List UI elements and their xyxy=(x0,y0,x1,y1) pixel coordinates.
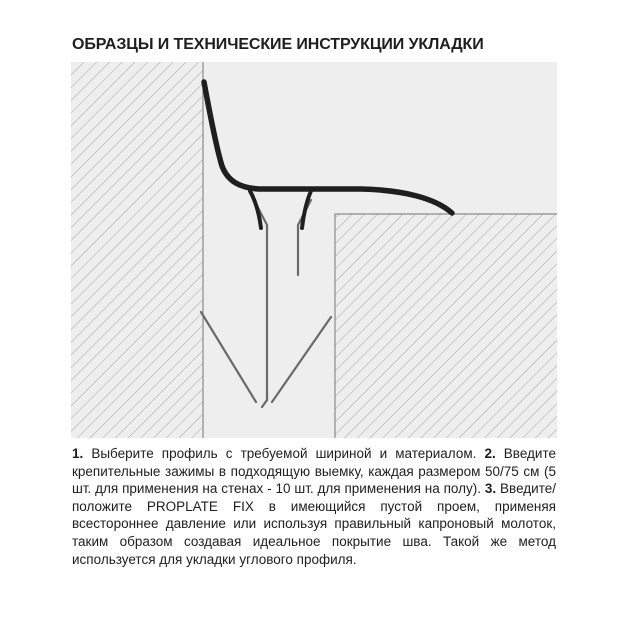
step-1-text: Выберите профиль с требуемой шириной и материалом. xyxy=(83,446,485,461)
step-2-text: Введите крепительные зажимы в подходящую выемку, каждая размером 50/75 см (5 шт. для применения на стенах - 10 шт. для применения на полу). xyxy=(72,446,556,497)
installation-diagram xyxy=(71,62,557,438)
step-1-number: 1. xyxy=(72,446,84,461)
step-3-text: Введите/положите PROPLATE FIX в имеющийся пустой проем, применяя всестороннее давление или используя правильный капроновый молоток, таким образом создавая идеальное покрытие шва. Такой же метод используется для укладки углового профиля. xyxy=(72,481,556,567)
installation-instructions xyxy=(72,445,556,568)
step-2-number: 2. xyxy=(484,446,496,461)
page-title: ОБРАЗЦЫ И ТЕХНИЧЕСКИЕ ИНСТРУКЦИИ УКЛАДКИ xyxy=(72,36,484,53)
step-3-number: 3. xyxy=(484,481,497,497)
right-wall xyxy=(335,214,557,438)
left-wall xyxy=(71,62,203,438)
